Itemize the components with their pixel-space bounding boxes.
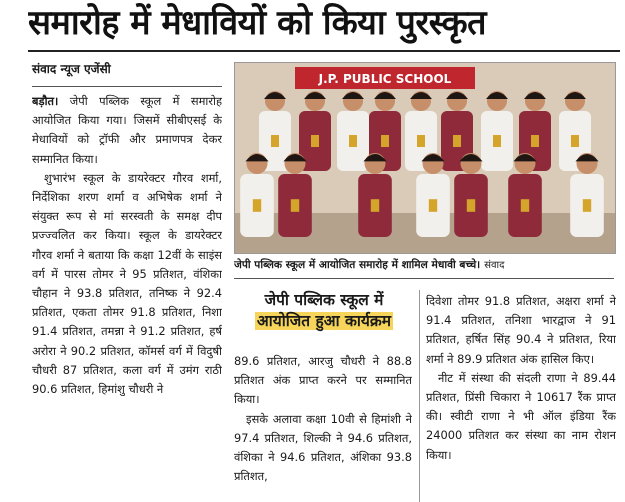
trophy-icon (291, 199, 299, 212)
trophy-icon (583, 199, 591, 212)
headline: समारोह में मेधावियों को किया पुरस्कृत (28, 3, 486, 43)
trophy-icon (521, 199, 529, 212)
caption-text: जेपी पब्लिक स्कूल में आयोजित समारोह में शामिल मेधावी बच्चे। (234, 259, 481, 271)
column-3-paragraph-1: दिवेशा तोमर 91.8 प्रतिशत, अक्षरा शर्मा ने 91.4 प्रतिशत, तनिशा भारद्वाज ने 91 प्रतिशत, हर्षित सिंह 90.4 ने प्रतिशत, रिया शर्मा ने 89.9 प्रतिशत अंक हासिल किए। (426, 294, 616, 366)
trophy-icon (493, 135, 501, 147)
paragraph-1-text: जेपी पब्लिक स्कूल में समारोह आयोजित किया गया। जिसमें सीबीएसई के मेधावियों को ट्रॉफी और प्रमाणपत्र देकर सम्मानित किया। (32, 94, 222, 166)
column-2-paragraph-1: 89.6 प्रतिशत, आरजु चौधरी ने 88.8 प्रतिशत अंक प्राप्त करने पर सम्मानित किया। (234, 354, 412, 407)
trophy-icon (429, 199, 437, 212)
trophy-icon (467, 199, 475, 212)
article-column-3 (426, 292, 616, 502)
article-column-1 (32, 92, 222, 502)
column-3-paragraph-2: नीट में संस्था की संदली राणा ने 89.44 प्रतिशत, प्रिंसी चिकारा ने 10617 रैंक प्राप्त की। स्वीटी राणा ने भी ऑल इंडिया रैंक 24000 प्रतिशत कर संस्था का नाम रोशन किया। (426, 370, 616, 462)
trophy-icon (311, 135, 319, 147)
caption-rule (234, 278, 614, 279)
byline: संवाद न्यूज एजेंसी (32, 62, 111, 76)
column-divider (419, 290, 420, 502)
trophy-icon (371, 199, 379, 212)
paragraph-2: शुभारंभ स्कूल के डायरेक्टर गौरव शर्मा, निर्देशिका शरण शर्मा व अभिषेक शर्मा ने संयुक्त रूप से मां सरस्वती के समक्ष दीप प्रज्ज्वलित कर किया। स्कूल के डायरेक्टर गौरव शर्मा ने बताया कि कक्षा 12वीं के साइंस वर्ग में पारस तोमर ने 95 प्रतिशत, वंशिका चौहान ने 93.8 प्रतिशत, तनिष्क ने 92.4 प्रतिशत, एकता तोमर 91.8 प्रतिशत, निशा 91.4 प्रतिशत, तमन्ना ने 91.2 प्रतिशत, हर्ष अरोरा ने 90.2 प्रतिशत, कॉमर्स वर्ग में विदुषी चौधरी 87 प्रतिशत, कला वर्ग में उमंग राठी 90.6 प्रतिशत, हिमांशु चौधरी ने (32, 170, 222, 397)
trophy-icon (417, 135, 425, 147)
group-photo-illustration (235, 63, 615, 253)
subheadline-line-2: आयोजित हुआ कार्यक्रम (256, 312, 392, 330)
trophy-icon (253, 199, 261, 212)
subheadline (236, 290, 412, 342)
paragraph-1 (32, 92, 222, 169)
photo-caption (234, 256, 614, 274)
trophy-icon (349, 135, 357, 147)
trophy-icon (571, 135, 579, 147)
subheadline-line-1: जेपी पब्लिक स्कूल में (264, 291, 384, 309)
trophy-icon (381, 135, 389, 147)
column-2-paragraph-2: इसके अलावा कक्षा 10वी से हिमांशी ने 97.4 प्रतिशत, शिल्की ने 94.6 प्रतिशत, वंशिका ने 94.6 प्रतिशत, अंशिका 93.8 प्रतिशत, (234, 411, 412, 484)
dateline: बड़ौत। (32, 94, 59, 108)
school-banner-text: J.P. PUBLIC SCHOOL (318, 72, 452, 86)
headline-rule (28, 50, 620, 52)
article-column-2 (234, 352, 412, 502)
trophy-icon (531, 135, 539, 147)
trophy-icon (453, 135, 461, 147)
byline-rule (32, 86, 222, 87)
news-photo (234, 62, 616, 254)
photo-credit: संवाद (484, 260, 505, 271)
trophy-icon (271, 135, 279, 147)
